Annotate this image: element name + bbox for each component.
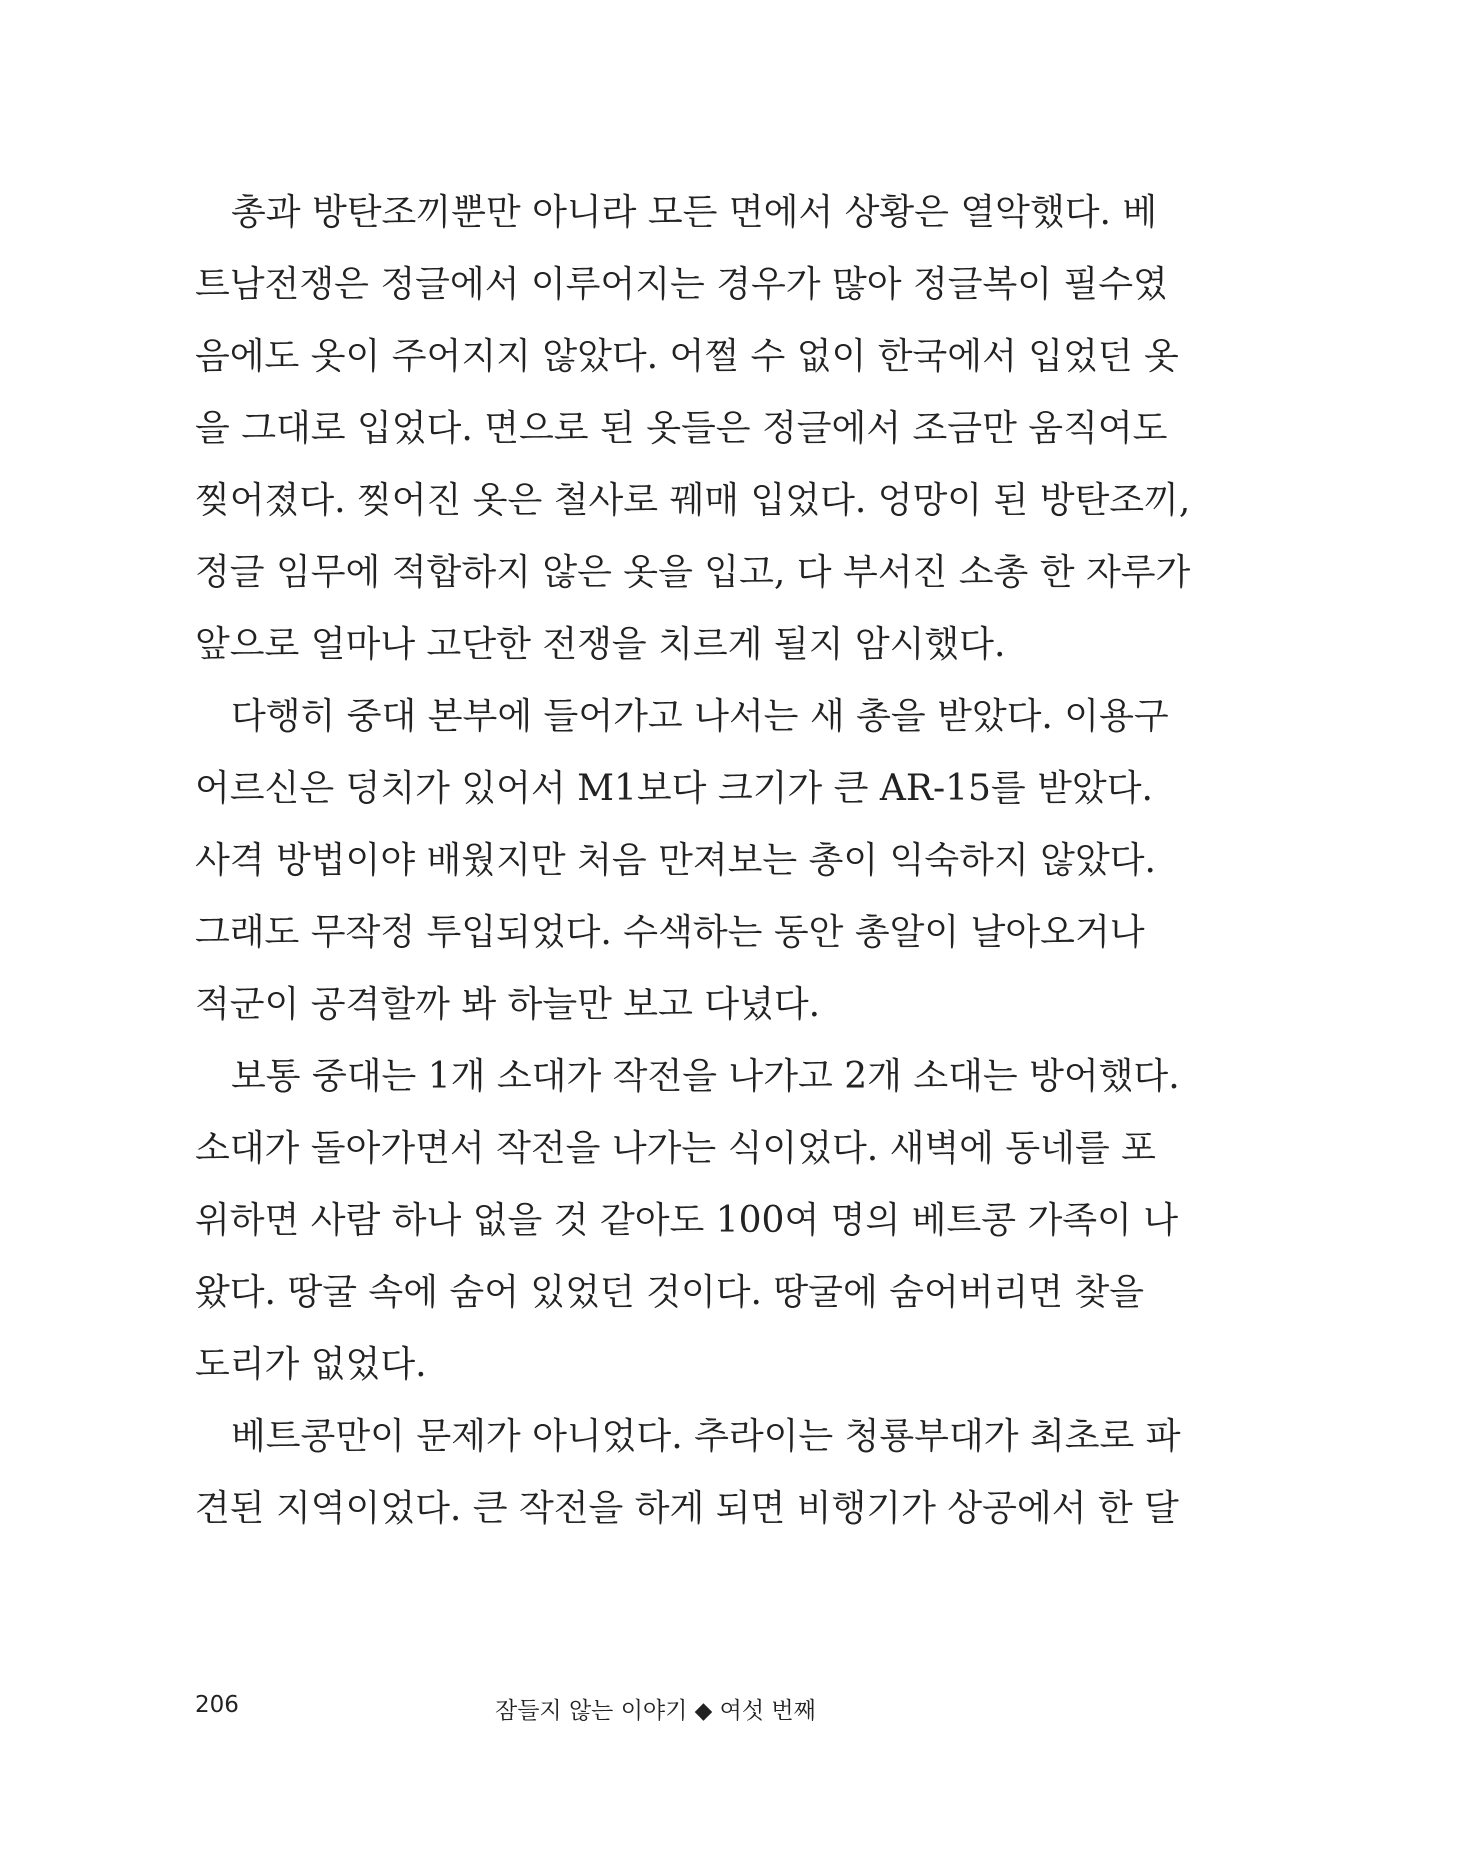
paragraph-2 (195, 681, 1169, 1041)
page-footer (195, 1692, 1113, 1732)
text-line: 보통 중대는 1개 소대가 작전을 나가고 2개 소대는 방어했다. (231, 1056, 1180, 1097)
text-line: 다행히 중대 본부에 들어가고 나서는 새 총을 받았다. 이용구 (231, 696, 1169, 737)
text-line: 음에도 옷이 주어지지 않았다. 어쩔 수 없이 한국에서 입었던 옷 (195, 336, 1179, 377)
text-line: 위하면 사람 하나 없을 것 같아도 100여 명의 베트콩 가족이 나 (195, 1200, 1178, 1241)
running-title: 잠들지 않는 이야기 ◆ 여섯 번째 (495, 1698, 816, 1724)
text-line: 도리가 없었다. (195, 1344, 427, 1385)
text-line: 적군이 공격할까 봐 하늘만 보고 다녔다. (195, 984, 821, 1025)
text-line: 찢어졌다. 찢어진 옷은 철사로 꿰매 입었다. 엉망이 된 방탄조끼, (195, 480, 1191, 521)
text-line: 왔다. 땅굴 속에 숨어 있었던 것이다. 땅굴에 숨어버리면 찾을 (195, 1272, 1145, 1313)
paragraph-1 (195, 177, 1191, 681)
text-line: 그래도 무작정 투입되었다. 수색하는 동안 총알이 날아오거나 (195, 912, 1145, 953)
paragraph-4 (195, 1401, 1181, 1545)
text-line: 베트콩만이 문제가 아니었다. 추라이는 청룡부대가 최초로 파 (231, 1416, 1181, 1457)
page-number: 206 (195, 1692, 239, 1718)
text-line: 소대가 돌아가면서 작전을 나가는 식이었다. 새벽에 동네를 포 (195, 1128, 1156, 1169)
text-line: 을 그대로 입었다. 면으로 된 옷들은 정글에서 조금만 움직여도 (195, 408, 1168, 449)
text-line: 사격 방법이야 배웠지만 처음 만져보는 총이 익숙하지 않았다. (195, 840, 1156, 881)
text-line: 총과 방탄조끼뿐만 아니라 모든 면에서 상황은 열악했다. 베 (231, 192, 1158, 233)
text-line: 정글 임무에 적합하지 않은 옷을 입고, 다 부서진 소총 한 자루가 (195, 552, 1191, 593)
text-line: 앞으로 얼마나 고단한 전쟁을 치르게 될지 암시했다. (195, 624, 1006, 665)
body-text (195, 177, 1191, 1545)
text-line: 견된 지역이었다. 큰 작전을 하게 되면 비행기가 상공에서 한 달 (195, 1488, 1179, 1529)
text-line: 어르신은 덩치가 있어서 M1보다 크기가 큰 AR-15를 받았다. (195, 768, 1153, 809)
paragraph-3 (195, 1041, 1180, 1401)
text-line: 트남전쟁은 정글에서 이루어지는 경우가 많아 정글복이 필수였 (195, 264, 1168, 305)
